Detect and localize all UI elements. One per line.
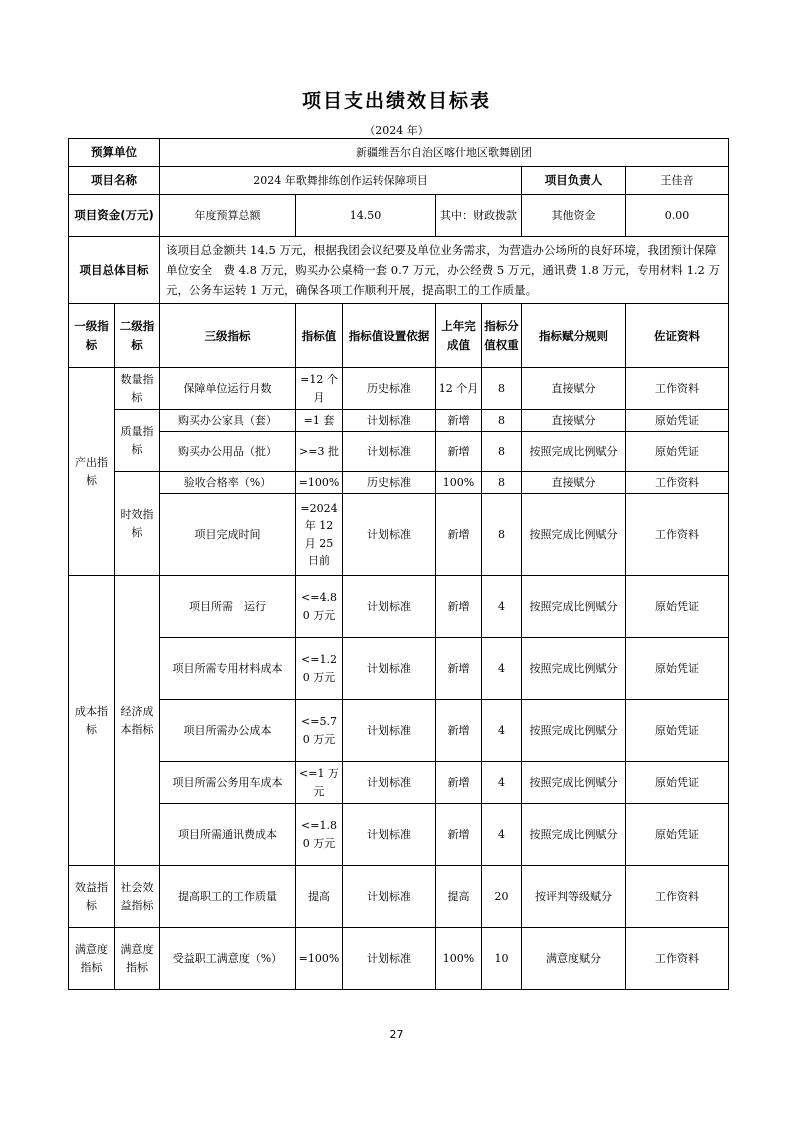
row-last-year: 新增 — [436, 410, 482, 432]
group-benefit: 效益指标 — [69, 866, 115, 928]
group-cost: 成本指标 — [69, 576, 115, 866]
table-row — [69, 494, 729, 576]
column-header-row — [69, 304, 729, 368]
row-evidence: 原始凭证 — [626, 576, 729, 638]
row-name: 验收合格率（%） — [160, 472, 296, 494]
row-value: =100% — [296, 472, 343, 494]
row-rule: 按照完成比例赋分 — [522, 432, 626, 472]
row-rule: 按照完成比例赋分 — [522, 638, 626, 700]
row-value: 提高 — [296, 866, 343, 928]
row-value: >=3 批 — [296, 432, 343, 472]
project-leader-value: 王佳音 — [626, 167, 729, 195]
row-basis: 计划标准 — [343, 432, 436, 472]
row-value: =1 套 — [296, 410, 343, 432]
row-weight: 8 — [482, 494, 522, 576]
row-evidence: 工作资料 — [626, 928, 729, 990]
row-rule: 满意度赋分 — [522, 928, 626, 990]
row-value: <=1.20 万元 — [296, 638, 343, 700]
table-row — [69, 576, 729, 638]
col-last-year: 上年完成值 — [436, 304, 482, 368]
row-rule: 直接赋分 — [522, 472, 626, 494]
row-value: =12 个月 — [296, 368, 343, 410]
overall-goal-label: 项目总体目标 — [69, 237, 160, 304]
group-economic-cost: 经济成本指标 — [115, 576, 160, 866]
row-weight: 4 — [482, 638, 522, 700]
row-weight: 8 — [482, 368, 522, 410]
row-weight: 8 — [482, 472, 522, 494]
row-rule: 按照完成比例赋分 — [522, 576, 626, 638]
project-name-row — [69, 167, 729, 195]
page-number: 27 — [389, 1028, 404, 1041]
row-evidence: 原始凭证 — [626, 432, 729, 472]
row-basis: 计划标准 — [343, 494, 436, 576]
col-level1: 一级指标 — [69, 304, 115, 368]
row-evidence: 原始凭证 — [626, 700, 729, 762]
performance-target-table — [68, 138, 729, 990]
row-weight: 4 — [482, 762, 522, 804]
fiscal-label: 其中：财政拨款 — [436, 195, 522, 237]
row-name: 项目所需公务用车成本 — [160, 762, 296, 804]
row-value: <=1 万元 — [296, 762, 343, 804]
overall-goal-row — [69, 237, 729, 304]
row-evidence: 原始凭证 — [626, 410, 729, 432]
row-name: 项目所需办公成本 — [160, 700, 296, 762]
col-weight: 指标分值权重 — [482, 304, 522, 368]
table-row — [69, 368, 729, 410]
row-rule: 按照完成比例赋分 — [522, 700, 626, 762]
table-row — [69, 638, 729, 700]
row-name: 项目所需专用材料成本 — [160, 638, 296, 700]
table-row — [69, 410, 729, 432]
table-row — [69, 928, 729, 990]
row-name: 项目所需通讯费成本 — [160, 804, 296, 866]
row-basis: 计划标准 — [343, 638, 436, 700]
row-basis: 计划标准 — [343, 700, 436, 762]
row-last-year: 新增 — [436, 576, 482, 638]
row-last-year: 12 个月 — [436, 368, 482, 410]
overall-goal-text: 该项目总金额共 14.5 万元，根据我团会议纪要及单位业务需求，为营造办公场所的良好环境，我团预计保障单位安全 费 4.8 万元，购买办公桌椅一套 0.7 万元，办公经费 5 万元，通讯费 1.8 万元，专用材料 1.2 万元，公务车运转 1 万元，确保各项工作顺利开展，提高职工的工作质量。 — [160, 237, 729, 304]
row-weight: 8 — [482, 432, 522, 472]
row-name: 购买办公用品（批） — [160, 432, 296, 472]
row-value: <=4.80 万元 — [296, 576, 343, 638]
project-leader-label: 项目负责人 — [522, 167, 626, 195]
group-quality: 质量指标 — [115, 410, 160, 472]
budget-unit-value: 新疆维吾尔自治区喀什地区歌舞剧团 — [160, 139, 729, 167]
group-quantity: 数量指标 — [115, 368, 160, 410]
row-basis: 计划标准 — [343, 576, 436, 638]
row-last-year: 提高 — [436, 866, 482, 928]
row-basis: 计划标准 — [343, 410, 436, 432]
row-basis: 计划标准 — [343, 866, 436, 928]
col-basis: 指标值设置依据 — [343, 304, 436, 368]
annual-budget-label: 年度预算总额 — [160, 195, 296, 237]
row-rule: 按照完成比例赋分 — [522, 494, 626, 576]
row-evidence: 工作资料 — [626, 472, 729, 494]
row-weight: 8 — [482, 410, 522, 432]
row-basis: 计划标准 — [343, 928, 436, 990]
page-title: 项目支出绩效目标表 — [301, 90, 491, 112]
row-last-year: 新增 — [436, 700, 482, 762]
group-satisfaction-sub: 满意度指标 — [115, 928, 160, 990]
other-funds-value: 0.00 — [626, 195, 729, 237]
row-name: 提高职工的工作质量 — [160, 866, 296, 928]
row-name: 项目所需 运行 — [160, 576, 296, 638]
row-evidence: 原始凭证 — [626, 762, 729, 804]
table-row — [69, 866, 729, 928]
col-level2: 二级指标 — [115, 304, 160, 368]
row-value: =100% — [296, 928, 343, 990]
group-social-benefit: 社会效益指标 — [115, 866, 160, 928]
row-value: =2024 年 12 月 25 日前 — [296, 494, 343, 576]
table-row — [69, 762, 729, 804]
row-rule: 按照完成比例赋分 — [522, 762, 626, 804]
row-last-year: 新增 — [436, 432, 482, 472]
col-level3: 三级指标 — [160, 304, 296, 368]
row-name: 购买办公家具（套） — [160, 410, 296, 432]
project-name-label: 项目名称 — [69, 167, 160, 195]
table-row — [69, 472, 729, 494]
row-basis: 计划标准 — [343, 762, 436, 804]
row-weight: 4 — [482, 700, 522, 762]
row-basis: 历史标准 — [343, 472, 436, 494]
other-funds-label: 其他资金 — [522, 195, 626, 237]
row-last-year: 新增 — [436, 762, 482, 804]
row-rule: 直接赋分 — [522, 368, 626, 410]
group-timeliness: 时效指标 — [115, 472, 160, 576]
row-evidence: 原始凭证 — [626, 804, 729, 866]
budget-unit-label: 预算单位 — [69, 139, 160, 167]
budget-unit-row — [69, 139, 729, 167]
row-rule: 按照完成比例赋分 — [522, 804, 626, 866]
funds-label: 项目资金(万元) — [69, 195, 160, 237]
row-evidence: 工作资料 — [626, 866, 729, 928]
row-name: 保障单位运行月数 — [160, 368, 296, 410]
row-basis: 计划标准 — [343, 804, 436, 866]
row-rule: 按评判等级赋分 — [522, 866, 626, 928]
row-weight: 20 — [482, 866, 522, 928]
row-weight: 10 — [482, 928, 522, 990]
project-name-value: 2024 年歌舞排练创作运转保障项目 — [160, 167, 522, 195]
row-evidence: 原始凭证 — [626, 638, 729, 700]
row-weight: 4 — [482, 804, 522, 866]
funds-row — [69, 195, 729, 237]
row-evidence: 工作资料 — [626, 368, 729, 410]
row-last-year: 100% — [436, 928, 482, 990]
document-year: （2024 年） — [364, 124, 429, 137]
row-last-year: 新增 — [436, 804, 482, 866]
group-satisfaction: 满意度指标 — [69, 928, 115, 990]
row-name: 项目完成时间 — [160, 494, 296, 576]
row-last-year: 新增 — [436, 638, 482, 700]
row-name: 受益职工满意度（%） — [160, 928, 296, 990]
row-last-year: 100% — [436, 472, 482, 494]
row-evidence: 工作资料 — [626, 494, 729, 576]
row-value: <=1.80 万元 — [296, 804, 343, 866]
row-value: <=5.70 万元 — [296, 700, 343, 762]
col-rule: 指标赋分规则 — [522, 304, 626, 368]
row-basis: 历史标准 — [343, 368, 436, 410]
row-last-year: 新增 — [436, 494, 482, 576]
table-row — [69, 804, 729, 866]
group-output: 产出指标 — [69, 368, 115, 576]
row-rule: 直接赋分 — [522, 410, 626, 432]
table-row — [69, 432, 729, 472]
table-row — [69, 700, 729, 762]
col-value: 指标值 — [296, 304, 343, 368]
annual-budget-value: 14.50 — [296, 195, 436, 237]
row-weight: 4 — [482, 576, 522, 638]
col-evidence: 佐证资料 — [626, 304, 729, 368]
